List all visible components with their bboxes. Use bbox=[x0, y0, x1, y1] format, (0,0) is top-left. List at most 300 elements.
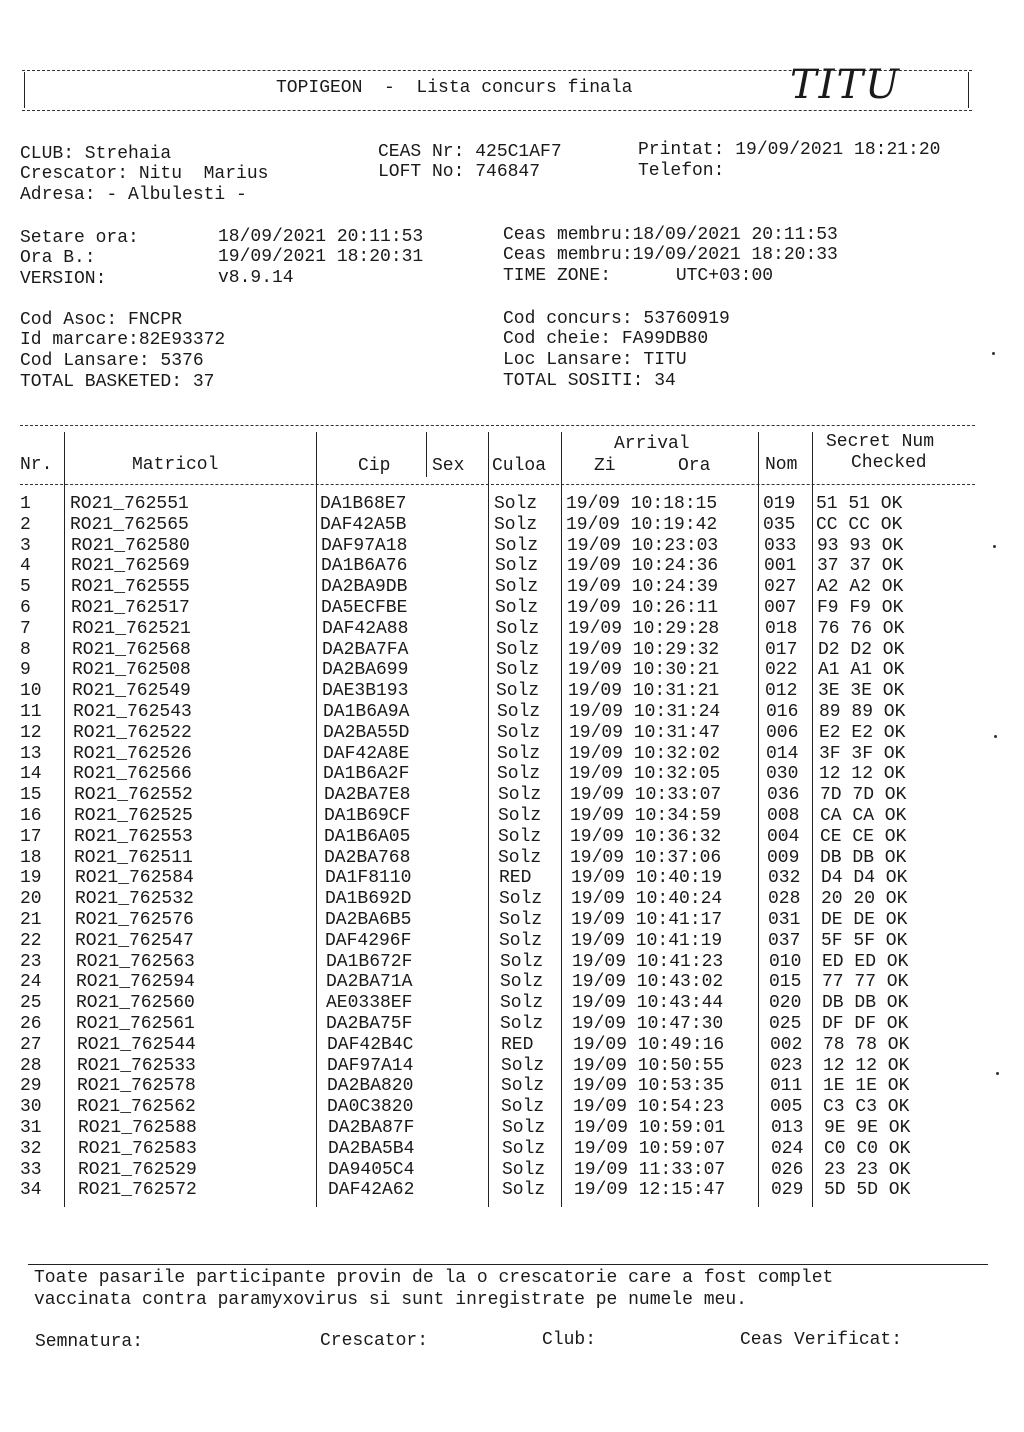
scan-speck bbox=[992, 352, 995, 355]
row-cip: DAE3B193 bbox=[322, 681, 409, 702]
table-row bbox=[0, 1014, 1024, 1035]
col-header-nom: Nom bbox=[765, 455, 798, 475]
row-nom: 023 bbox=[770, 1055, 803, 1076]
col-header-zi: Zi bbox=[594, 456, 616, 476]
row-cip: DA2BA7FA bbox=[322, 639, 409, 660]
table-row bbox=[0, 619, 1024, 640]
row-matricol: RO21_762583 bbox=[78, 1138, 197, 1159]
table-row bbox=[0, 868, 1024, 889]
version-label: VERSION: bbox=[20, 269, 107, 289]
col-header-matricol: Matricol bbox=[132, 455, 219, 475]
table-row bbox=[0, 806, 1024, 827]
row-secret-checked: 9E 9E OK bbox=[824, 1118, 911, 1138]
table-row bbox=[0, 1180, 1024, 1201]
title-box-left-border bbox=[24, 72, 25, 108]
row-nom: 032 bbox=[768, 868, 801, 889]
scan-speck bbox=[996, 1072, 999, 1075]
table-row bbox=[0, 598, 1024, 619]
row-matricol: RO21_762552 bbox=[74, 785, 193, 806]
row-nom: 007 bbox=[764, 598, 797, 618]
row-matricol: RO21_762584 bbox=[75, 868, 194, 889]
ceas-verificat-label: Ceas Verificat: bbox=[740, 1330, 903, 1350]
row-culoa: Solz bbox=[496, 618, 540, 639]
row-secret-checked: DB DB OK bbox=[822, 993, 909, 1014]
row-nr: 15 bbox=[20, 785, 42, 806]
row-arrival: 19/09 10:29:32 bbox=[568, 639, 720, 660]
row-matricol: RO21_762511 bbox=[74, 847, 193, 868]
row-arrival: 19/09 10:49:16 bbox=[573, 1034, 725, 1055]
row-secret-checked: A1 A1 OK bbox=[818, 660, 905, 681]
row-nr: 33 bbox=[20, 1159, 42, 1180]
row-nom: 031 bbox=[768, 910, 801, 930]
table-row bbox=[0, 556, 1024, 577]
row-matricol: RO21_762555 bbox=[71, 577, 190, 598]
footer-rule bbox=[28, 1264, 988, 1265]
row-matricol: RO21_762547 bbox=[75, 930, 194, 951]
row-secret-checked: 93 93 OK bbox=[817, 535, 904, 556]
row-secret-checked: 3F 3F OK bbox=[819, 743, 906, 764]
total-sositi-line: TOTAL SOSITI: 34 bbox=[503, 371, 676, 391]
row-matricol: RO21_762544 bbox=[77, 1034, 196, 1055]
vaccination-declaration-line1: Toate pasarile participante provin de la o crescatorie care a fost complet bbox=[34, 1268, 834, 1288]
row-nom: 033 bbox=[764, 535, 797, 556]
row-culoa: RED bbox=[501, 1034, 534, 1055]
row-nom: 026 bbox=[771, 1159, 804, 1180]
row-culoa: Solz bbox=[502, 1159, 546, 1180]
row-nr: 7 bbox=[20, 618, 31, 639]
row-matricol: RO21_762566 bbox=[73, 764, 192, 785]
table-row bbox=[0, 764, 1024, 785]
table-row bbox=[0, 640, 1024, 661]
row-cip: DA2BA9DB bbox=[321, 577, 408, 598]
row-culoa: Solz bbox=[499, 889, 543, 910]
table-row bbox=[0, 681, 1024, 702]
col-header-secret-num: Secret Num bbox=[826, 432, 935, 452]
ora-b-label: Ora B.: bbox=[20, 248, 96, 268]
crescator-signature-label: Crescator: bbox=[320, 1331, 429, 1351]
row-culoa: Solz bbox=[494, 514, 538, 535]
row-secret-checked: E2 E2 OK bbox=[819, 722, 906, 743]
row-nom: 022 bbox=[765, 660, 798, 681]
id-marcare-line: Id marcare:82E93372 bbox=[20, 330, 226, 350]
row-nom: 019 bbox=[763, 494, 796, 514]
row-nr: 2 bbox=[20, 514, 31, 535]
row-secret-checked: 5F 5F OK bbox=[821, 930, 908, 951]
setare-ora-label: Setare ora: bbox=[20, 228, 139, 248]
row-matricol: RO21_762560 bbox=[76, 993, 195, 1014]
row-culoa: Solz bbox=[500, 993, 544, 1014]
row-nom: 027 bbox=[764, 577, 797, 598]
row-cip: DAF42A8E bbox=[323, 743, 410, 764]
row-culoa: Solz bbox=[496, 681, 540, 702]
row-arrival: 19/09 11:33:07 bbox=[574, 1159, 726, 1180]
row-cip: DA1B692D bbox=[325, 889, 412, 910]
row-secret-checked: 1E 1E OK bbox=[823, 1076, 910, 1097]
row-cip: DA1B6A2F bbox=[323, 764, 410, 785]
row-secret-checked: CC CC OK bbox=[816, 514, 903, 535]
row-cip: DA1B6A76 bbox=[321, 556, 408, 577]
version-value: v8.9.14 bbox=[218, 268, 294, 288]
row-arrival: 19/09 10:26:11 bbox=[567, 598, 719, 618]
row-arrival: 19/09 10:31:24 bbox=[569, 702, 721, 722]
ora-b-value: 19/09/2021 18:20:31 bbox=[218, 247, 424, 267]
row-culoa: Solz bbox=[498, 785, 542, 806]
row-arrival: 19/09 10:23:03 bbox=[567, 535, 719, 556]
row-arrival: 19/09 10:53:35 bbox=[573, 1076, 725, 1097]
title-box-right-border bbox=[968, 72, 969, 108]
row-culoa: Solz bbox=[499, 910, 543, 930]
row-matricol: RO21_762569 bbox=[71, 556, 190, 577]
row-culoa: Solz bbox=[497, 702, 541, 722]
row-nr: 26 bbox=[20, 1014, 42, 1034]
col-header-culoa: Culoa bbox=[492, 456, 547, 476]
row-nom: 036 bbox=[767, 785, 800, 806]
row-nr: 20 bbox=[20, 889, 42, 910]
row-nom: 018 bbox=[765, 618, 798, 639]
row-secret-checked: 78 78 OK bbox=[823, 1034, 910, 1055]
table-row bbox=[0, 1139, 1024, 1160]
table-row bbox=[0, 827, 1024, 848]
row-arrival: 19/09 12:15:47 bbox=[574, 1180, 726, 1201]
row-culoa: Solz bbox=[500, 1014, 544, 1034]
row-secret-checked: D2 D2 OK bbox=[818, 639, 905, 660]
row-nom: 012 bbox=[765, 681, 798, 702]
row-cip: DA2BA55D bbox=[323, 722, 410, 743]
table-row bbox=[0, 848, 1024, 869]
row-cip: DAF42B4C bbox=[327, 1034, 414, 1055]
row-cip: AE0338EF bbox=[326, 993, 413, 1014]
table-row bbox=[0, 744, 1024, 765]
adresa-line: Adresa: - Albulesti - bbox=[20, 185, 247, 205]
row-arrival: 19/09 10:29:28 bbox=[568, 618, 720, 639]
row-nom: 013 bbox=[771, 1118, 804, 1138]
row-nr: 34 bbox=[20, 1180, 42, 1201]
row-cip: DA2BA71A bbox=[326, 972, 413, 993]
row-nr: 1 bbox=[20, 494, 31, 514]
row-cip: DA1B68E7 bbox=[320, 494, 407, 514]
row-cip: DAF42A62 bbox=[328, 1180, 415, 1201]
row-secret-checked: C3 C3 OK bbox=[823, 1097, 910, 1118]
loc-lansare-line: Loc Lansare: TITU bbox=[503, 350, 687, 370]
row-secret-checked: DB DB OK bbox=[820, 847, 907, 868]
row-cip: DA2BA5B4 bbox=[328, 1138, 415, 1159]
row-matricol: RO21_762533 bbox=[77, 1055, 196, 1076]
row-arrival: 19/09 10:37:06 bbox=[570, 847, 722, 868]
row-nom: 017 bbox=[765, 639, 798, 660]
row-nr: 17 bbox=[20, 826, 42, 847]
row-cip: DA1B672F bbox=[326, 951, 413, 972]
row-matricol: RO21_762568 bbox=[72, 639, 191, 660]
row-cip: DAF4296F bbox=[325, 930, 412, 951]
row-nr: 21 bbox=[20, 910, 42, 930]
row-nr: 27 bbox=[20, 1034, 42, 1055]
row-cip: DA2BA75F bbox=[326, 1014, 413, 1034]
ceas-membru-2: Ceas membru:19/09/2021 18:20:33 bbox=[503, 245, 838, 265]
row-nr: 10 bbox=[20, 681, 42, 702]
row-secret-checked: CA CA OK bbox=[820, 806, 907, 826]
row-nr: 18 bbox=[20, 847, 42, 868]
row-matricol: RO21_762517 bbox=[71, 598, 190, 618]
row-arrival: 19/09 10:43:02 bbox=[572, 972, 724, 993]
row-nom: 005 bbox=[770, 1097, 803, 1118]
row-nom: 011 bbox=[770, 1076, 803, 1097]
col-header-ora: Ora bbox=[678, 456, 711, 476]
row-culoa: Solz bbox=[495, 598, 539, 618]
row-culoa: Solz bbox=[497, 722, 541, 743]
row-arrival: 19/09 10:33:07 bbox=[570, 785, 722, 806]
row-culoa: Solz bbox=[495, 556, 539, 577]
row-nom: 002 bbox=[770, 1034, 803, 1055]
row-matricol: RO21_762562 bbox=[77, 1097, 196, 1118]
row-arrival: 19/09 10:24:39 bbox=[567, 577, 719, 598]
row-culoa: Solz bbox=[495, 577, 539, 598]
row-secret-checked: 77 77 OK bbox=[822, 972, 909, 993]
row-nr: 3 bbox=[20, 535, 31, 556]
row-culoa: Solz bbox=[500, 972, 544, 993]
row-arrival: 19/09 10:36:32 bbox=[570, 826, 722, 847]
row-nr: 11 bbox=[20, 702, 42, 722]
time-zone-line: TIME ZONE: UTC+03:00 bbox=[503, 266, 774, 286]
row-cip: DA1B69CF bbox=[324, 806, 411, 826]
row-nr: 31 bbox=[20, 1118, 42, 1138]
row-arrival: 19/09 10:40:24 bbox=[571, 889, 723, 910]
row-secret-checked: DF DF OK bbox=[822, 1014, 909, 1034]
col-separator-3 bbox=[426, 432, 427, 477]
row-secret-checked: 7D 7D OK bbox=[820, 785, 907, 806]
title-box-bottom-border bbox=[22, 110, 972, 111]
table-header-top-rule bbox=[20, 425, 975, 426]
row-arrival: 19/09 10:59:07 bbox=[574, 1138, 726, 1159]
row-arrival: 19/09 10:40:19 bbox=[571, 868, 723, 889]
cod-cheie-line: Cod cheie: FA99DB80 bbox=[503, 329, 709, 349]
row-nr: 32 bbox=[20, 1138, 42, 1159]
row-secret-checked: D4 D4 OK bbox=[821, 868, 908, 889]
table-row bbox=[0, 515, 1024, 536]
row-secret-checked: 12 12 OK bbox=[819, 764, 906, 785]
row-arrival: 19/09 10:24:36 bbox=[567, 556, 719, 577]
row-culoa: Solz bbox=[502, 1118, 546, 1138]
row-arrival: 19/09 10:34:59 bbox=[570, 806, 722, 826]
row-nom: 006 bbox=[766, 722, 799, 743]
row-nom: 016 bbox=[766, 702, 799, 722]
row-arrival: 19/09 10:54:23 bbox=[573, 1097, 725, 1118]
row-matricol: RO21_762561 bbox=[76, 1014, 195, 1034]
row-matricol: RO21_762522 bbox=[73, 722, 192, 743]
cod-lansare-line: Cod Lansare: 5376 bbox=[20, 351, 204, 371]
row-nom: 009 bbox=[767, 847, 800, 868]
row-nr: 8 bbox=[20, 639, 31, 660]
row-nr: 30 bbox=[20, 1097, 42, 1118]
row-arrival: 19/09 10:18:15 bbox=[566, 494, 718, 514]
row-nr: 19 bbox=[20, 868, 42, 889]
row-cip: DAF97A18 bbox=[321, 535, 408, 556]
table-row bbox=[0, 723, 1024, 744]
club-signature-label: Club: bbox=[542, 1330, 597, 1350]
row-secret-checked: F9 F9 OK bbox=[817, 598, 904, 618]
ceas-nr-line: CEAS Nr: 425C1AF7 bbox=[378, 142, 562, 162]
row-secret-checked: CE CE OK bbox=[820, 826, 907, 847]
row-matricol: RO21_762563 bbox=[76, 951, 195, 972]
table-row bbox=[0, 931, 1024, 952]
row-secret-checked: 89 89 OK bbox=[819, 702, 906, 722]
row-culoa: Solz bbox=[496, 660, 540, 681]
row-cip: DA5ECFBE bbox=[321, 598, 408, 618]
table-row bbox=[0, 952, 1024, 973]
row-secret-checked: ED ED OK bbox=[822, 951, 909, 972]
row-arrival: 19/09 10:31:21 bbox=[568, 681, 720, 702]
row-matricol: RO21_762576 bbox=[75, 910, 194, 930]
row-cip: DA2BA768 bbox=[324, 847, 411, 868]
row-nom: 004 bbox=[767, 826, 800, 847]
table-row bbox=[0, 889, 1024, 910]
row-culoa: Solz bbox=[501, 1055, 545, 1076]
row-arrival: 19/09 10:19:42 bbox=[566, 514, 718, 535]
col-header-arrival: Arrival bbox=[614, 434, 690, 454]
col-header-checked: Checked bbox=[851, 453, 927, 473]
row-matricol: RO21_762526 bbox=[73, 743, 192, 764]
row-matricol: RO21_762525 bbox=[74, 806, 193, 826]
table-row bbox=[0, 785, 1024, 806]
row-culoa: Solz bbox=[498, 806, 542, 826]
row-matricol: RO21_762565 bbox=[70, 514, 189, 535]
row-arrival: 19/09 10:47:30 bbox=[572, 1014, 724, 1034]
row-arrival: 19/09 10:32:02 bbox=[569, 743, 721, 764]
handwritten-location-note: TITU bbox=[790, 62, 901, 108]
row-nr: 29 bbox=[20, 1076, 42, 1097]
row-secret-checked: DE DE OK bbox=[821, 910, 908, 930]
row-culoa: Solz bbox=[501, 1076, 545, 1097]
row-matricol: RO21_762594 bbox=[76, 972, 195, 993]
row-culoa: Solz bbox=[495, 535, 539, 556]
row-arrival: 19/09 10:43:44 bbox=[572, 993, 724, 1014]
row-culoa: Solz bbox=[498, 826, 542, 847]
table-row bbox=[0, 577, 1024, 598]
row-nr: 22 bbox=[20, 930, 42, 951]
row-culoa: Solz bbox=[498, 847, 542, 868]
row-nr: 28 bbox=[20, 1055, 42, 1076]
row-nr: 9 bbox=[20, 660, 31, 681]
row-nom: 029 bbox=[771, 1180, 804, 1201]
row-nom: 024 bbox=[771, 1138, 804, 1159]
col-header-nr: Nr. bbox=[20, 455, 53, 475]
row-cip: DA2BA87F bbox=[328, 1118, 415, 1138]
row-matricol: RO21_762549 bbox=[72, 681, 191, 702]
row-arrival: 19/09 10:32:05 bbox=[569, 764, 721, 785]
crescator-line: Crescator: Nitu Marius bbox=[20, 164, 269, 184]
row-secret-checked: 12 12 OK bbox=[823, 1055, 910, 1076]
row-nom: 028 bbox=[768, 889, 801, 910]
row-cip: DA1B6A9A bbox=[323, 702, 410, 722]
row-cip: DA2BA7E8 bbox=[324, 785, 411, 806]
row-cip: DAF42A88 bbox=[322, 618, 409, 639]
vaccination-declaration-line2: vaccinata contra paramyxovirus si sunt inregistrate pe numele meu. bbox=[34, 1290, 747, 1310]
cod-asoc-line: Cod Asoc: FNCPR bbox=[20, 310, 183, 330]
table-row bbox=[0, 494, 1024, 515]
row-secret-checked: 3E 3E OK bbox=[818, 681, 905, 702]
row-nom: 001 bbox=[764, 556, 797, 577]
printat-line: Printat: 19/09/2021 18:21:20 bbox=[638, 140, 941, 160]
table-row bbox=[0, 1035, 1024, 1056]
row-culoa: RED bbox=[499, 868, 532, 889]
table-row bbox=[0, 1118, 1024, 1139]
col-header-cip: Cip bbox=[358, 456, 391, 476]
table-row bbox=[0, 1097, 1024, 1118]
row-nr: 25 bbox=[20, 993, 42, 1014]
row-cip: DA2BA820 bbox=[327, 1076, 414, 1097]
setare-ora-value: 18/09/2021 20:11:53 bbox=[218, 227, 424, 247]
row-nom: 035 bbox=[763, 514, 796, 535]
row-matricol: RO21_762508 bbox=[72, 660, 191, 681]
row-matricol: RO21_762543 bbox=[73, 702, 192, 722]
row-secret-checked: 51 51 OK bbox=[816, 494, 903, 514]
row-secret-checked: 37 37 OK bbox=[817, 556, 904, 577]
scan-speck bbox=[994, 735, 997, 738]
row-culoa: Solz bbox=[500, 951, 544, 972]
row-secret-checked: C0 C0 OK bbox=[824, 1138, 911, 1159]
row-secret-checked: 5D 5D OK bbox=[824, 1180, 911, 1201]
club-line: CLUB: Strehaia bbox=[20, 144, 172, 164]
row-culoa: Solz bbox=[499, 930, 543, 951]
row-matricol: RO21_762551 bbox=[70, 494, 189, 514]
row-nr: 24 bbox=[20, 972, 42, 993]
table-row bbox=[0, 993, 1024, 1014]
row-matricol: RO21_762578 bbox=[77, 1076, 196, 1097]
row-arrival: 19/09 10:30:21 bbox=[568, 660, 720, 681]
row-matricol: RO21_762521 bbox=[72, 618, 191, 639]
table-row bbox=[0, 660, 1024, 681]
row-matricol: RO21_762580 bbox=[71, 535, 190, 556]
row-matricol: RO21_762532 bbox=[75, 889, 194, 910]
table-row bbox=[0, 536, 1024, 557]
table-row bbox=[0, 972, 1024, 993]
row-nom: 010 bbox=[769, 951, 802, 972]
row-arrival: 19/09 10:59:01 bbox=[574, 1118, 726, 1138]
row-nr: 4 bbox=[20, 556, 31, 577]
row-nr: 13 bbox=[20, 743, 42, 764]
row-nom: 037 bbox=[768, 930, 801, 951]
row-arrival: 19/09 10:41:19 bbox=[571, 930, 723, 951]
row-culoa: Solz bbox=[497, 743, 541, 764]
table-header-bottom-rule bbox=[20, 484, 975, 485]
table-row bbox=[0, 1076, 1024, 1097]
row-cip: DA1B6A05 bbox=[324, 826, 411, 847]
row-cip: DA9405C4 bbox=[328, 1159, 415, 1180]
row-culoa: Solz bbox=[496, 639, 540, 660]
row-cip: DA2BA6B5 bbox=[325, 910, 412, 930]
row-nom: 008 bbox=[767, 806, 800, 826]
row-culoa: Solz bbox=[501, 1097, 545, 1118]
row-culoa: Solz bbox=[497, 764, 541, 785]
row-nom: 015 bbox=[769, 972, 802, 993]
telefon-line: Telefon: bbox=[638, 161, 725, 181]
row-arrival: 19/09 10:31:47 bbox=[569, 722, 721, 743]
row-nr: 6 bbox=[20, 598, 31, 618]
row-arrival: 19/09 10:41:23 bbox=[572, 951, 724, 972]
row-arrival: 19/09 10:41:17 bbox=[571, 910, 723, 930]
table-row bbox=[0, 702, 1024, 723]
row-secret-checked: A2 A2 OK bbox=[817, 577, 904, 598]
row-nom: 025 bbox=[769, 1014, 802, 1034]
row-nom: 030 bbox=[766, 764, 799, 785]
cod-concurs-line: Cod concurs: 53760919 bbox=[503, 309, 730, 329]
row-cip: DAF97A14 bbox=[327, 1055, 414, 1076]
page-title: TOPIGEON - Lista concurs finala bbox=[276, 78, 633, 98]
row-nr: 16 bbox=[20, 806, 42, 826]
row-cip: DAF42A5B bbox=[320, 514, 407, 535]
row-culoa: Solz bbox=[494, 494, 538, 514]
row-cip: DA2BA699 bbox=[322, 660, 409, 681]
row-matricol: RO21_762588 bbox=[78, 1118, 197, 1138]
